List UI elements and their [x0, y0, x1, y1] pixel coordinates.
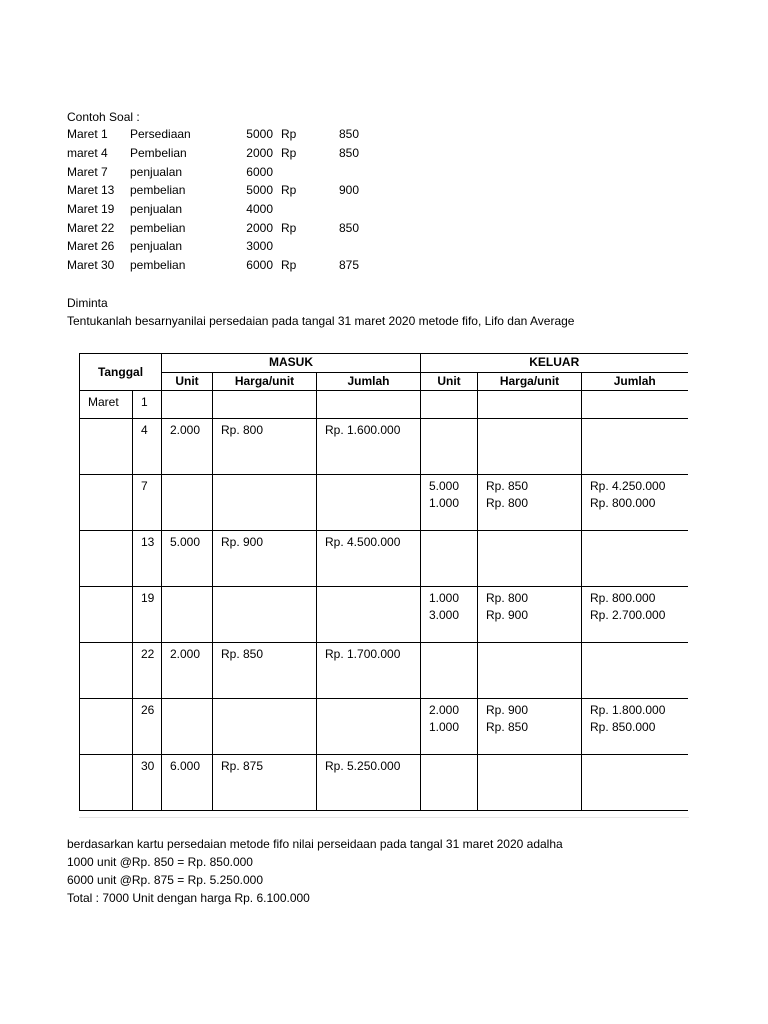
soal-price: 850	[339, 127, 360, 141]
soal-rp: Rp	[281, 146, 297, 160]
soal-qty: 3000	[246, 239, 273, 253]
soal-desc: Persediaan	[130, 127, 191, 141]
header-keluar-harga: Harga/unit	[478, 373, 582, 391]
cell-in-unit: 2.000	[162, 643, 213, 699]
cell-day: 4	[133, 419, 162, 475]
cell-month	[80, 587, 133, 643]
cell-out-unit	[421, 531, 478, 587]
soal-price: 850	[339, 146, 360, 160]
cell-out-price: Rp. 850 Rp. 800	[478, 475, 582, 531]
cell-out-price	[478, 391, 582, 419]
soal-desc: penjualan	[130, 239, 183, 253]
cell-out-price	[478, 643, 582, 699]
soal-rp: Rp	[281, 221, 297, 235]
header-masuk: MASUK	[162, 354, 421, 373]
cell-in-total	[317, 475, 421, 531]
soal-rp: Rp	[281, 127, 297, 141]
question-text: Tentukanlah besarnyanilai persedaian pada tangal 31 maret 2020 metode fifo, Lifo dan Average	[67, 314, 575, 328]
table-row	[80, 531, 688, 587]
cell-in-total: Rp. 4.500.000	[317, 531, 421, 587]
soal-desc: penjualan	[130, 165, 183, 179]
cell-in-price: Rp. 900	[213, 531, 317, 587]
cell-in-unit: 6.000	[162, 755, 213, 811]
inventory-card-table	[79, 353, 688, 811]
soal-price: 850	[339, 221, 360, 235]
cell-in-price	[213, 391, 317, 419]
header-keluar: KELUAR	[421, 354, 688, 373]
cell-month	[80, 475, 133, 531]
cell-out-total	[582, 755, 688, 811]
soal-qty: 2000	[246, 221, 273, 235]
soal-rp: Rp	[281, 183, 297, 197]
cell-in-unit	[162, 587, 213, 643]
cell-out-price	[478, 531, 582, 587]
cell-out-unit: 5.000 1.000	[421, 475, 478, 531]
cell-month: Maret	[80, 391, 133, 419]
soal-desc: pembelian	[130, 258, 186, 272]
table-row	[80, 643, 688, 699]
soal-date: Maret 1	[67, 127, 108, 141]
soal-price: 900	[339, 183, 360, 197]
soal-qty: 6000	[246, 258, 273, 272]
cell-day: 26	[133, 699, 162, 755]
soal-desc: penjualan	[130, 202, 183, 216]
cell-in-unit: 2.000	[162, 419, 213, 475]
cell-out-unit	[421, 419, 478, 475]
header-masuk-harga: Harga/unit	[213, 373, 317, 391]
cell-in-unit	[162, 699, 213, 755]
conclusion-line: Total : 7000 Unit dengan harga Rp. 6.100.000	[67, 891, 310, 905]
cell-out-total: Rp. 800.000 Rp. 2.700.000	[582, 587, 688, 643]
cell-out-total	[582, 643, 688, 699]
cell-in-total: Rp. 1.600.000	[317, 419, 421, 475]
cell-in-unit: 5.000	[162, 531, 213, 587]
cell-out-unit	[421, 755, 478, 811]
cell-month	[80, 699, 133, 755]
soal-qty: 6000	[246, 165, 273, 179]
cell-in-price	[213, 475, 317, 531]
soal-date: Maret 7	[67, 165, 108, 179]
cell-out-price	[478, 419, 582, 475]
table-row	[80, 475, 688, 531]
cell-day: 13	[133, 531, 162, 587]
cell-in-price: Rp. 800	[213, 419, 317, 475]
soal-date: Maret 26	[67, 239, 115, 253]
table-row	[80, 419, 688, 475]
soal-date: maret 4	[67, 146, 108, 160]
table-row	[80, 391, 688, 419]
cell-in-price: Rp. 875	[213, 755, 317, 811]
inventory-card-body	[80, 391, 688, 811]
cell-out-unit	[421, 391, 478, 419]
cell-in-total: Rp. 5.250.000	[317, 755, 421, 811]
cell-out-unit: 1.000 3.000	[421, 587, 478, 643]
cell-out-price: Rp. 900 Rp. 850	[478, 699, 582, 755]
soal-date: Maret 19	[67, 202, 115, 216]
soal-price: 875	[339, 258, 360, 272]
header-keluar-unit: Unit	[421, 373, 478, 391]
header-keluar-jumlah: Jumlah	[582, 373, 688, 391]
cell-out-total: Rp. 1.800.000 Rp. 850.000	[582, 699, 688, 755]
soal-qty: 5000	[246, 183, 273, 197]
cell-day: 30	[133, 755, 162, 811]
cell-in-total	[317, 391, 421, 419]
header-tanggal: Tanggal	[80, 354, 162, 391]
table-row	[80, 587, 688, 643]
cell-month	[80, 755, 133, 811]
cell-in-unit	[162, 475, 213, 531]
cell-day: 7	[133, 475, 162, 531]
soal-qty: 2000	[246, 146, 273, 160]
cell-in-total	[317, 587, 421, 643]
cell-out-price: Rp. 800 Rp. 900	[478, 587, 582, 643]
soal-date: Maret 30	[67, 258, 115, 272]
cell-month	[80, 531, 133, 587]
cell-in-price	[213, 587, 317, 643]
cell-out-unit	[421, 643, 478, 699]
cell-in-total: Rp. 1.700.000	[317, 643, 421, 699]
soal-desc: pembelian	[130, 183, 186, 197]
soal-qty: 4000	[246, 202, 273, 216]
cell-in-total	[317, 699, 421, 755]
cell-out-total	[582, 531, 688, 587]
cell-day: 22	[133, 643, 162, 699]
cell-in-price: Rp. 850	[213, 643, 317, 699]
soal-rp: Rp	[281, 258, 297, 272]
conclusion-line: berdasarkan kartu persedaian metode fifo nilai perseidaan pada tangal 31 maret 2020 adalha	[67, 837, 563, 851]
cell-in-unit	[162, 391, 213, 419]
table-row	[80, 755, 688, 811]
conclusion-text	[67, 835, 563, 907]
header-masuk-jumlah: Jumlah	[317, 373, 421, 391]
cell-out-unit: 2.000 1.000	[421, 699, 478, 755]
soal-qty: 5000	[246, 127, 273, 141]
diminta-label: Diminta	[67, 296, 108, 310]
cell-month	[80, 419, 133, 475]
cell-out-total	[582, 391, 688, 419]
divider-line	[79, 817, 689, 818]
cell-day: 1	[133, 391, 162, 419]
cell-out-price	[478, 755, 582, 811]
soal-desc: Pembelian	[130, 146, 187, 160]
heading-contoh-soal: Contoh Soal :	[67, 110, 140, 124]
soal-date: Maret 22	[67, 221, 115, 235]
cell-out-total	[582, 419, 688, 475]
table-row	[80, 699, 688, 755]
header-masuk-unit: Unit	[162, 373, 213, 391]
cell-day: 19	[133, 587, 162, 643]
cell-out-total: Rp. 4.250.000 Rp. 800.000	[582, 475, 688, 531]
cell-month	[80, 643, 133, 699]
soal-desc: pembelian	[130, 221, 186, 235]
cell-in-price	[213, 699, 317, 755]
conclusion-line: 6000 unit @Rp. 875 = Rp. 5.250.000	[67, 873, 263, 887]
soal-date: Maret 13	[67, 183, 115, 197]
conclusion-line: 1000 unit @Rp. 850 = Rp. 850.000	[67, 855, 253, 869]
